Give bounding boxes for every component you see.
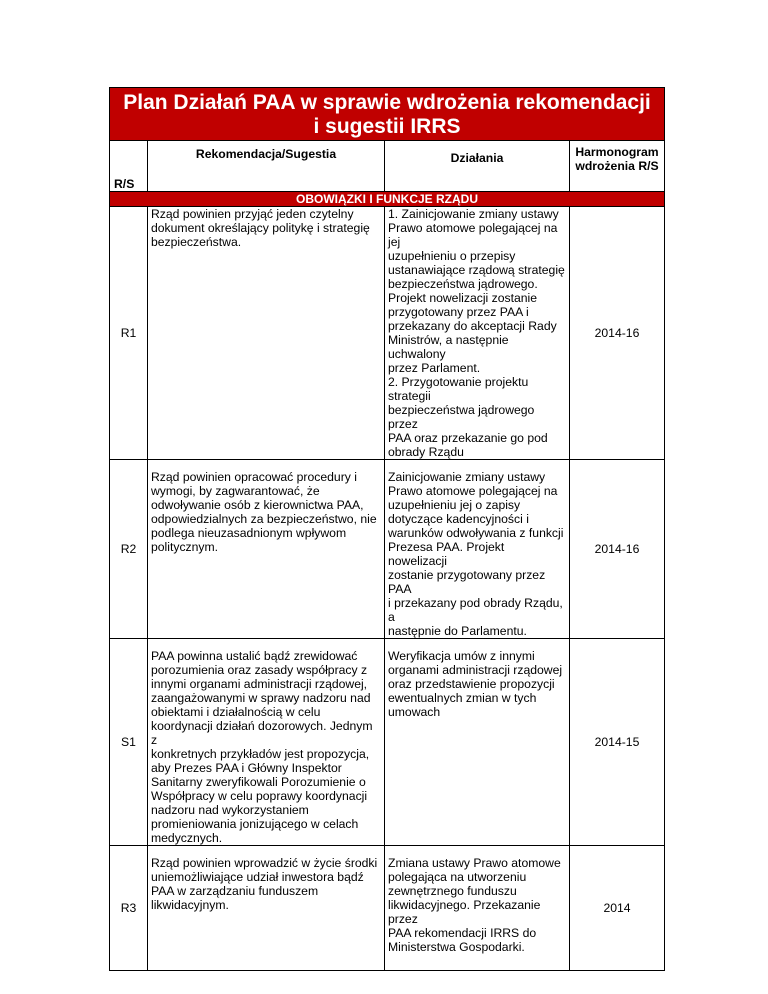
plan-table bbox=[109, 140, 665, 971]
table-header-row bbox=[110, 141, 665, 192]
section-title: OBOWIĄZKI I FUNKCJE RZĄDU bbox=[110, 192, 665, 207]
header-actions: Działania bbox=[385, 141, 570, 192]
recommendation-text: PAA powinna ustalić bądź zrewidować porozumienia oraz zasady współpracy z innymi organami administracji rządowej, zaangażowanymi w sprawy nadzoru nad obiektami i działalnością w celu koordynacji działań dozorowych. Jednym z konkretnych przykładów jest propozycja, aby Prezes PAA i Główny Inspektor Sanitarny zweryfikowali Porozumienie o Współpracy w celu poprawy koordynacji nadzoru nad wykorzystaniem promieniowania jonizującego w celach medycznych. bbox=[151, 649, 373, 845]
row-schedule: 2014-16 bbox=[570, 460, 665, 639]
table-row bbox=[110, 460, 665, 639]
header-rs: R/S bbox=[110, 141, 148, 192]
section-row bbox=[110, 192, 665, 207]
row-actions bbox=[385, 207, 570, 460]
row-recommendation bbox=[148, 639, 385, 846]
row-recommendation bbox=[148, 846, 385, 971]
row-id: R3 bbox=[110, 846, 148, 971]
header-recommendation: Rekomendacja/Sugestia bbox=[148, 141, 385, 192]
actions-text: Weryfikacja umów z innymi organami administracji rządowej oraz przedstawienie propozycji ewentualnych zmian w tych umowach bbox=[388, 649, 563, 719]
table-row bbox=[110, 639, 665, 846]
table-row bbox=[110, 207, 665, 460]
table-row bbox=[110, 846, 665, 971]
row-recommendation bbox=[148, 207, 385, 460]
row-recommendation bbox=[148, 460, 385, 639]
row-schedule: 2014 bbox=[570, 846, 665, 971]
row-id: R2 bbox=[110, 460, 148, 639]
recommendation-text: Rząd powinien przyjąć jeden czytelny dokument określający politykę i strategię bezpieczeństwa. bbox=[151, 207, 370, 249]
actions-text: Zainicjowanie zmiany ustawy Prawo atomowe polegającej na uzupełnieniu jej o zapisy dotyczące kadencyjności i warunków odwoływania z funkcji Prezesa PAA. Projekt nowelizacji zostanie przygotowany przez PAA i przekazany pod obrady Rządu, a następnie do Parlamentu. bbox=[388, 470, 564, 638]
row-id: R1 bbox=[110, 207, 148, 460]
row-actions bbox=[385, 460, 570, 639]
row-id: S1 bbox=[110, 639, 148, 846]
recommendation-text: Rząd powinien wprowadzić w życie środki uniemożliwiające udział inwestora bądź PAA w zarządzaniu funduszem likwidacyjnym. bbox=[151, 856, 378, 912]
actions-text: Zmiana ustawy Prawo atomowe polegająca na utworzeniu zewnętrznego funduszu likwidacyjnego. Przekazanie przez PAA rekomendacji IRRS do Ministerstwa Gospodarki. bbox=[388, 856, 561, 954]
title-line-1: Plan Działań PAA w sprawie wdrożenia rekomendacji bbox=[123, 91, 651, 114]
row-actions bbox=[385, 846, 570, 971]
actions-text: 1. Zainicjowanie zmiany ustawy Prawo atomowe polegającej na jej uzupełnieniu o przepisy ustanawiające rządową strategię bezpieczeństwa jądrowego. Projekt nowelizacji zostanie przygotowany przez PAA i przekazany do akceptacji Rady Ministrów, a następnie uchwalony przez Parlament. 2. Przygotowanie projektu strategii bezpieczeństwa jądrowego przez PAA oraz przekazanie go pod obrady Rządu bbox=[388, 207, 565, 459]
action-plan-document bbox=[109, 87, 665, 971]
row-schedule: 2014-15 bbox=[570, 639, 665, 846]
document-title bbox=[109, 87, 665, 140]
recommendation-text: Rząd powinien opracować procedury i wymogi, by zagwarantować, że odwoływanie osób z kierownictwa PAA, odpowiedzialnych za bezpieczeństwo, nie podlega nieuzasadnionym wpływom politycznym. bbox=[151, 470, 377, 554]
row-schedule: 2014-16 bbox=[570, 207, 665, 460]
row-actions bbox=[385, 639, 570, 846]
header-schedule: Harmonogram wdrożenia R/S bbox=[570, 141, 665, 192]
title-line-2: i sugestii IRRS bbox=[313, 115, 461, 138]
